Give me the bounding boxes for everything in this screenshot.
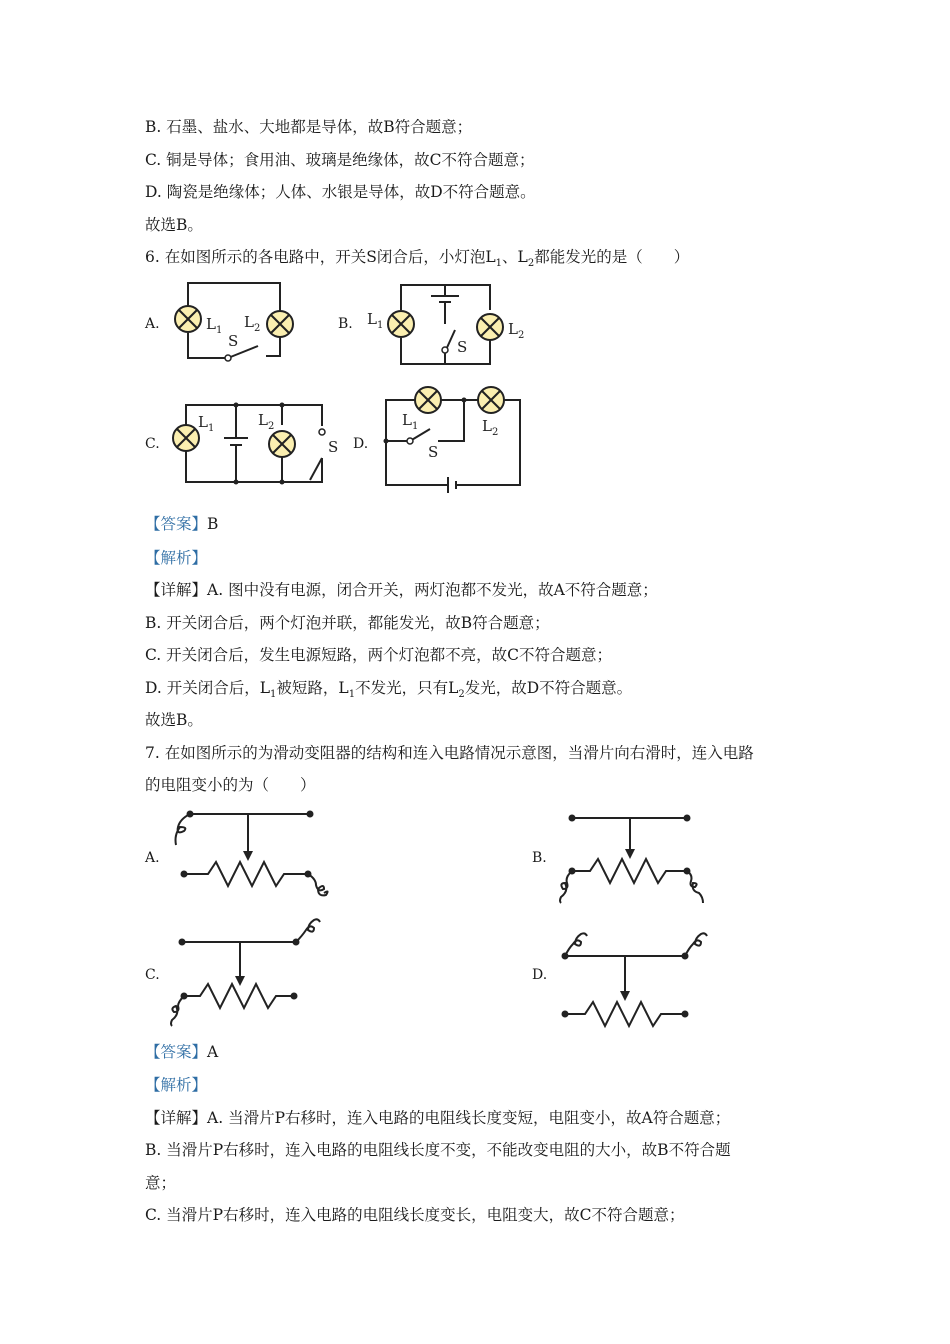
option-b-label: B.: [532, 850, 547, 866]
option-c-label: C.: [145, 967, 160, 983]
bulb-icon: [415, 387, 441, 413]
option-d-label: D.: [353, 436, 369, 452]
text-line: C. 当滑片P右移时，连入电路的电阻线长度变长，电阻变大，故C不符合题意；: [145, 1206, 685, 1224]
text-line: B. 开关闭合后，两个灯泡并联，都能发光，故B符合题意；: [145, 614, 550, 632]
answer-6: 【答案】B: [145, 515, 219, 533]
circuit-d: [380, 385, 530, 500]
analysis-6-heading: 【解析】: [145, 549, 208, 567]
bulb-icon: [478, 387, 504, 413]
analysis-7-heading: 【解析】: [145, 1076, 208, 1094]
text-line: D. 陶瓷是绝缘体；人体、水银是导体，故D不符合题意。: [145, 183, 536, 201]
text-line: 故选B。: [145, 711, 203, 729]
svg-text:L1: $L_1$: [206, 315, 223, 336]
svg-text:S: S: [457, 338, 468, 356]
svg-text:L2: $L_2$: [258, 411, 275, 432]
svg-text:L2: $L_2$: [508, 320, 525, 341]
text-line: 故选B。: [145, 216, 203, 234]
circuit-b: [365, 280, 525, 370]
question-7-cont: 的电阻变小的为（ ）: [145, 776, 316, 794]
detail-7-a: 【详解】A. 当滑片P右移时，连入电路的电阻线长度变短，电阻变小，故A符合题意；: [145, 1109, 731, 1127]
rheostat-a: [168, 805, 338, 915]
bulb-icon: [477, 314, 503, 340]
question-6: 6. 在如图所示的各电路中，开关S闭合后，小灯泡$L_1$、$L_2$都能发光的是（ ）: [145, 248, 690, 270]
option-a-label: A.: [145, 316, 160, 332]
bulb-icon: [175, 306, 201, 332]
text-line: C. 开关闭合后，发生电源短路，两个灯泡都不亮，故C不符合题意；: [145, 646, 613, 664]
text-line: 意；: [145, 1174, 177, 1192]
bulb-icon: [173, 425, 199, 451]
rheostat-d: [555, 928, 725, 1028]
circuit-a: [170, 278, 290, 368]
answer-7: 【答案】A: [145, 1043, 219, 1061]
text-line: D. 开关闭合后，$L_1$被短路，$L_1$不发光，只有$L_2$发光，故D不符合题意。: [145, 679, 633, 701]
svg-text:L2: $L_2$: [244, 313, 261, 334]
circuit-c: [170, 400, 350, 490]
question-7: 7. 在如图所示的为滑动变阻器的结构和连入电路情况示意图，当滑片向右滑时，连入电路: [145, 744, 754, 762]
bulb-icon: [269, 431, 295, 457]
svg-text:L1: $L_1$: [198, 413, 215, 434]
svg-text:L1: $L_1$: [367, 310, 384, 331]
bulb-icon: [267, 311, 293, 337]
rheostat-c: [168, 918, 338, 1028]
text-line: B. 当滑片P右移时，连入电路的电阻线长度不变，不能改变电阻的大小，故B不符合题: [145, 1141, 731, 1159]
svg-text:S: S: [428, 443, 439, 461]
svg-text:L1: $L_1$: [402, 411, 419, 432]
svg-text:S: S: [328, 438, 339, 456]
bulb-icon: [388, 311, 414, 337]
rheostat-b: [555, 805, 715, 905]
detail-6-a: 【详解】A. 图中没有电源，闭合开关，两灯泡都不发光，故A不符合题意；: [145, 581, 658, 599]
option-b-label: B.: [338, 316, 353, 332]
option-d-label: D.: [532, 967, 548, 983]
svg-text:S: S: [228, 332, 239, 350]
option-c-label: C.: [145, 436, 160, 452]
svg-text:L2: $L_2$: [482, 417, 499, 438]
text-line: B. 石墨、盐水、大地都是导体，故B符合题意；: [145, 118, 473, 136]
option-a-label: A.: [145, 850, 160, 866]
text-line: C. 铜是导体；食用油、玻璃是绝缘体，故C不符合题意；: [145, 151, 535, 169]
